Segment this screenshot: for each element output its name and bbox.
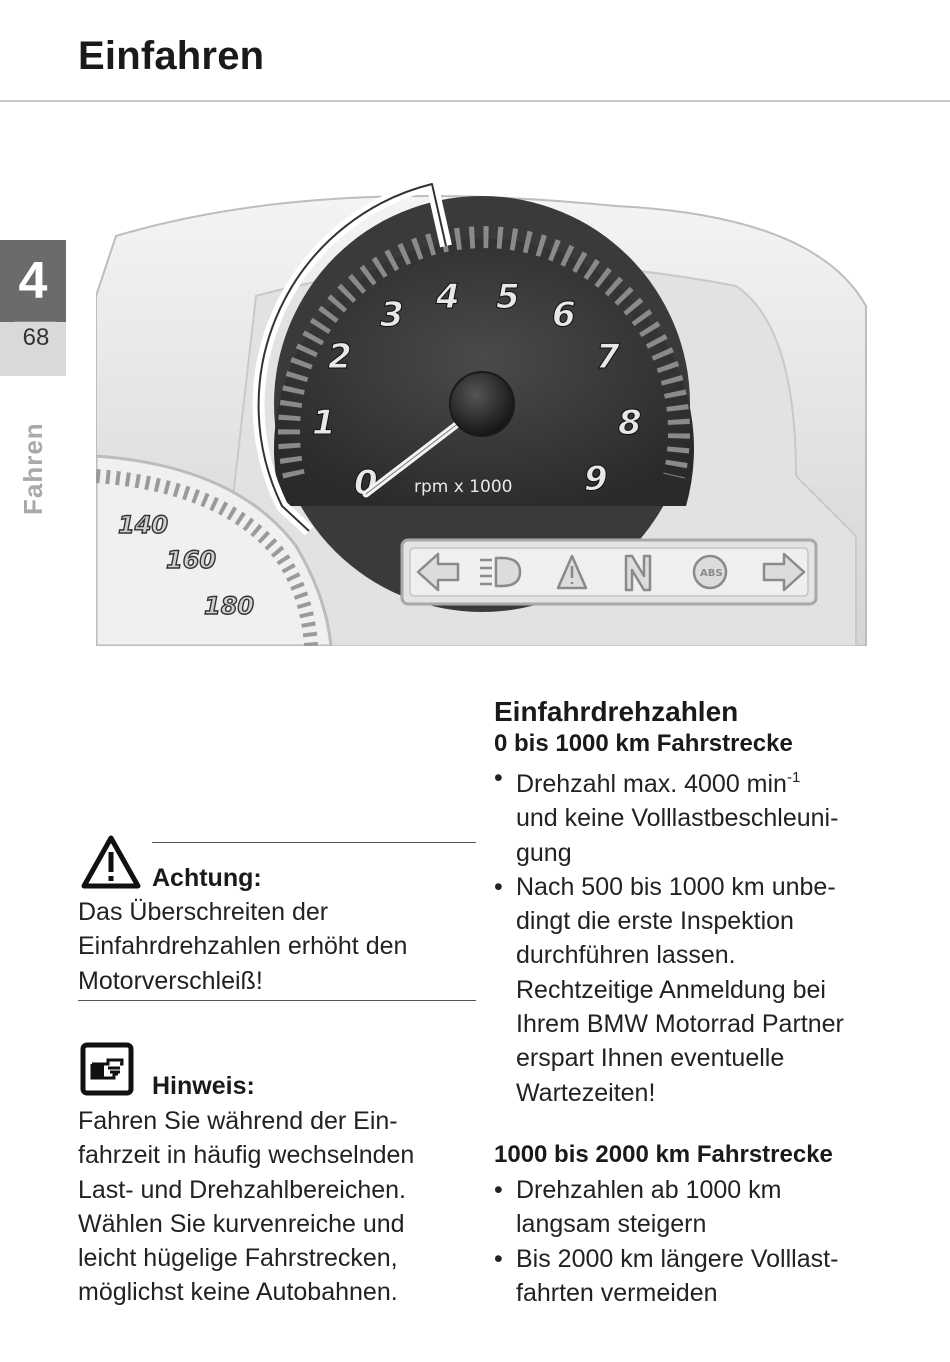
section-title: Einfahrdrehzahlen: [494, 696, 739, 727]
warning-triangle-icon: [80, 834, 142, 890]
warning-bottom-rule: [78, 1000, 476, 1001]
tach-label-0: 0: [354, 463, 378, 503]
list-item: • Drehzahlen ab 1000 km langsam steigern: [494, 1173, 914, 1242]
stage2-b2-line2: fahrten vermeiden: [516, 1278, 718, 1307]
note-line-4: Wählen Sie kurvenreiche und: [78, 1209, 405, 1238]
stage1-b2-line3: durchführen lassen.: [516, 941, 736, 970]
speedo-label-160: 160: [166, 546, 217, 574]
stage2-b1-line2: langsam steigern: [516, 1210, 707, 1239]
stage1-b2-line5: Ihrem BMW Motorrad Partner: [516, 1010, 844, 1039]
stage1-heading: 0 bis 1000 km Fahrstrecke: [494, 730, 793, 757]
section-side-label: Fahren: [18, 422, 48, 515]
stage1-b1-line3: gung: [516, 838, 572, 867]
note-heading: Hinweis:: [152, 1072, 255, 1100]
note-line-5: leicht hügelige Fahrstrecken,: [78, 1244, 398, 1273]
title-divider: [0, 100, 950, 102]
stage1-b2-line7: Wartezeiten!: [516, 1078, 656, 1107]
note-line-3: Last- und Drehzahlbereichen.: [78, 1175, 406, 1204]
tach-label-9: 9: [584, 459, 608, 499]
list-item: • Drehzahl max. 4000 $\min^{-1}$ und keine Volllastbeschleuni- gung: [494, 761, 914, 870]
stage1-b1-superscript: -1: [786, 769, 801, 786]
note-text: [78, 1104, 414, 1310]
tach-label-6: 6: [552, 295, 576, 335]
stage1-b2-line6: erspart Ihnen eventuelle: [516, 1044, 785, 1073]
tach-label-5: 5: [496, 277, 520, 317]
warning-heading: Achtung:: [152, 864, 262, 892]
list-item: • Nach 500 bis 1000 km unbe- dingt die erste Inspektion durchführen lassen. Rechtzeitige Anmeldung bei Ihrem BMW Motorrad Partner erspart Ihnen eventuelle Wartezeiten!: [494, 870, 914, 1110]
stage1-b2-line1: Nach 500 bis 1000 km unbe-: [516, 872, 836, 901]
stage1-b1-line2: und keine Volllastbeschleuni-: [516, 804, 839, 833]
tach-label-1: 1: [312, 403, 336, 443]
warning-top-rule: [152, 842, 476, 843]
warning-line-1: Das Überschreiten der: [78, 898, 329, 926]
tach-unit-label: rpm x 1000: [414, 477, 513, 497]
instrument-cluster-illustration: [96, 176, 876, 646]
stage1-list: [494, 761, 914, 1110]
speedo-label-180: 180: [204, 592, 255, 620]
stage1-b2-line2: dingt die erste Inspektion: [516, 907, 794, 936]
tach-label-2: 2: [328, 337, 352, 377]
stage1-b2-line4: Rechtzeitige Anmeldung bei: [516, 975, 826, 1004]
stage2-heading: 1000 bis 2000 km Fahrstrecke: [494, 1141, 833, 1168]
list-item: • Bis 2000 km längere Volllast- fahrten vermeiden: [494, 1242, 914, 1311]
warning-line-3: Motorverschleiß!: [78, 966, 263, 995]
tach-label-7: 7: [596, 337, 620, 377]
tach-label-3: 3: [380, 295, 404, 335]
chapter-divider: [14, 321, 56, 322]
stage2-b1-line1: Drehzahlen ab 1000 km: [516, 1176, 782, 1204]
warning-text: [78, 895, 407, 998]
warning-line-2: Einfahrdrehzahlen erhöht den: [78, 932, 408, 961]
note-line-1: Fahren Sie während der Ein-: [78, 1107, 398, 1135]
page-number: 68: [22, 324, 50, 351]
tach-label-8: 8: [618, 403, 642, 443]
note-hand-icon: [80, 1042, 134, 1096]
stage2-list: [494, 1173, 914, 1310]
chapter-number: 4: [0, 240, 66, 322]
stage2-b2-line1: Bis 2000 km längere Volllast-: [516, 1244, 839, 1273]
abs-indicator-label: ABS: [700, 568, 723, 579]
speedo-label-140: 140: [118, 511, 169, 539]
stage1-b1-line1: Drehzahl max. 4000 min: [516, 770, 787, 798]
note-line-6: möglichst keine Autobahnen.: [78, 1278, 398, 1307]
page-title: Einfahren: [78, 34, 265, 78]
tach-label-4: 4: [436, 277, 460, 317]
note-line-2: fahrzeit in häufig wechselnden: [78, 1141, 415, 1170]
